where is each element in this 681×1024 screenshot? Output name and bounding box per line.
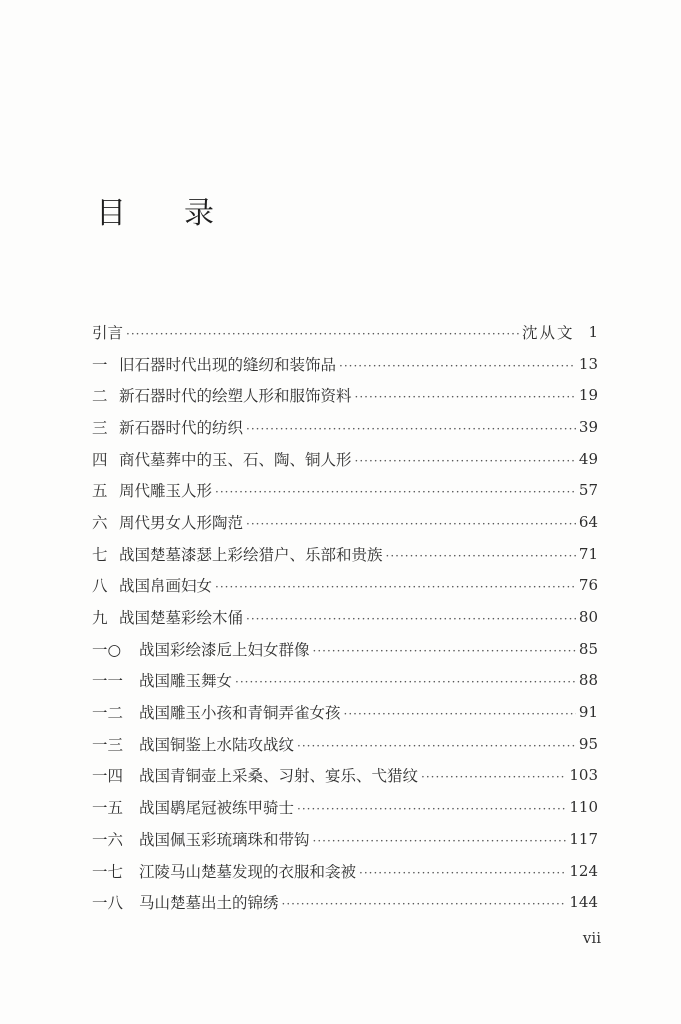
toc-entry-page: 19 [578, 386, 598, 405]
toc-entry[interactable] [92, 316, 598, 348]
leader-dots [344, 707, 576, 721]
toc-entry-text: 战国鹖尾冠被练甲骑士 [139, 799, 295, 818]
toc-entry-text: 商代墓葬中的玉、石、陶、铜人形 [119, 450, 352, 469]
toc-entry-page: 64 [578, 512, 598, 531]
toc-entry-text: 战国楚墓彩绘木俑 [119, 609, 244, 628]
toc-entry[interactable] [92, 760, 598, 792]
toc-entry-number: 一○ [92, 640, 122, 659]
toc-entry-page: 110 [569, 798, 598, 817]
toc-entry[interactable] [92, 791, 598, 823]
toc-entry-text: 战国彩绘漆卮上妇女群像 [139, 640, 310, 659]
toc-entry-text: 周代男女人形陶范 [119, 513, 244, 532]
toc-entry-number: 四 [92, 450, 108, 469]
toc-entry-page: 124 [569, 861, 598, 880]
leader-dots [215, 580, 576, 594]
toc-entry[interactable] [92, 379, 598, 411]
toc-entry-text: 江陵马山楚墓发现的衣服和衾被 [139, 862, 357, 881]
toc-entry[interactable] [92, 823, 598, 855]
toc-entry-page: 85 [578, 639, 598, 658]
toc-entry-text: 战国佩玉彩琉璃珠和带钩 [139, 830, 310, 849]
toc-entry-page: 76 [578, 576, 598, 595]
toc-entry-number: 八 [92, 577, 108, 596]
leader-dots [313, 644, 576, 658]
page-title [96, 188, 214, 232]
toc-entry-text: 战国青铜壶上采桑、习射、宴乐、弋猎纹 [139, 767, 419, 786]
toc-entry[interactable] [92, 601, 598, 633]
toc-entry-page: 88 [578, 671, 598, 690]
leader-dots [246, 612, 576, 626]
toc-entry-number: 六 [92, 513, 108, 532]
toc-entry[interactable] [92, 348, 598, 380]
toc-entry-page: 13 [578, 354, 598, 373]
toc-entry-text: 战国帛画妇女 [119, 577, 213, 596]
title-char-1: 目 [96, 196, 126, 231]
leader-dots [355, 390, 576, 404]
toc-entry[interactable] [92, 506, 598, 538]
toc-entry-page: 144 [569, 893, 598, 912]
title-char-2: 录 [184, 196, 214, 231]
leader-dots [297, 739, 576, 753]
leader-dots [246, 422, 576, 436]
toc-entry[interactable] [92, 570, 598, 602]
toc-entry[interactable] [92, 665, 598, 697]
toc-entry-text: 旧石器时代出现的缝纫和装饰品 [119, 355, 337, 374]
leader-dots [339, 359, 576, 373]
leader-dots [235, 675, 576, 689]
toc-entry-number: 二 [92, 387, 108, 406]
toc-entry[interactable] [92, 633, 598, 665]
table-of-contents [92, 316, 598, 918]
page-folio: vii [582, 929, 601, 947]
toc-entry-number: 一一 [92, 672, 124, 691]
toc-entry[interactable] [92, 886, 598, 918]
leader-dots [215, 485, 576, 499]
leader-dots [359, 866, 566, 880]
toc-entry-text: 战国雕玉舞女 [139, 672, 233, 691]
toc-entry-text: 战国铜鉴上水陆攻战纹 [139, 735, 295, 754]
toc-entry[interactable] [92, 728, 598, 760]
toc-entry[interactable] [92, 855, 598, 887]
toc-entry-number: 一五 [92, 799, 124, 818]
leader-dots [282, 897, 567, 911]
toc-entry-number: 一八 [92, 894, 124, 913]
toc-entry-text: 马山楚墓出土的锦绣 [139, 894, 279, 913]
toc-entry-number: 一六 [92, 830, 124, 849]
toc-entry-number: 一七 [92, 862, 124, 881]
toc-entry[interactable] [92, 443, 598, 475]
toc-entry-page: 91 [578, 703, 598, 722]
toc-entry-text: 周代雕玉人形 [119, 482, 213, 501]
toc-entry-text: 引言 [92, 323, 124, 342]
leader-dots [126, 327, 519, 341]
toc-entry[interactable] [92, 538, 598, 570]
toc-entry-page: 117 [569, 829, 598, 848]
toc-entry-number: 五 [92, 482, 108, 501]
toc-entry-text: 战国楚墓漆瑟上彩绘猎户、乐部和贵族 [119, 545, 383, 564]
toc-entry-page: 57 [578, 481, 598, 500]
toc-entry-text: 新石器时代的纺织 [119, 418, 244, 437]
toc-entry-page: 95 [578, 734, 598, 753]
toc-entry-number: 一四 [92, 767, 124, 786]
leader-dots [355, 454, 576, 468]
toc-entry-text: 战国雕玉小孩和青铜弄雀女孩 [139, 704, 341, 723]
toc-entry-number: 一二 [92, 704, 124, 723]
toc-entry-number: 九 [92, 609, 108, 628]
toc-entry-page: 1 [588, 322, 598, 341]
toc-entry-page: 80 [578, 608, 598, 627]
toc-entry-number: 一三 [92, 735, 124, 754]
toc-entry-text: 新石器时代的绘塑人形和服饰资料 [119, 387, 352, 406]
toc-entry[interactable] [92, 411, 598, 443]
toc-entry-page: 71 [578, 544, 598, 563]
toc-entry-number: 七 [92, 545, 108, 564]
toc-entry-author: 沈从文 [521, 323, 575, 342]
toc-entry[interactable] [92, 474, 598, 506]
leader-dots [421, 770, 566, 784]
leader-dots [246, 517, 576, 531]
toc-entry-page: 39 [578, 417, 598, 436]
toc-entry[interactable] [92, 696, 598, 728]
leader-dots [386, 549, 576, 563]
leader-dots [313, 834, 567, 848]
leader-dots [297, 802, 566, 816]
toc-entry-number: 一 [92, 355, 108, 374]
toc-entry-page: 49 [578, 449, 598, 468]
toc-entry-page: 103 [569, 766, 598, 785]
toc-entry-number: 三 [92, 418, 108, 437]
